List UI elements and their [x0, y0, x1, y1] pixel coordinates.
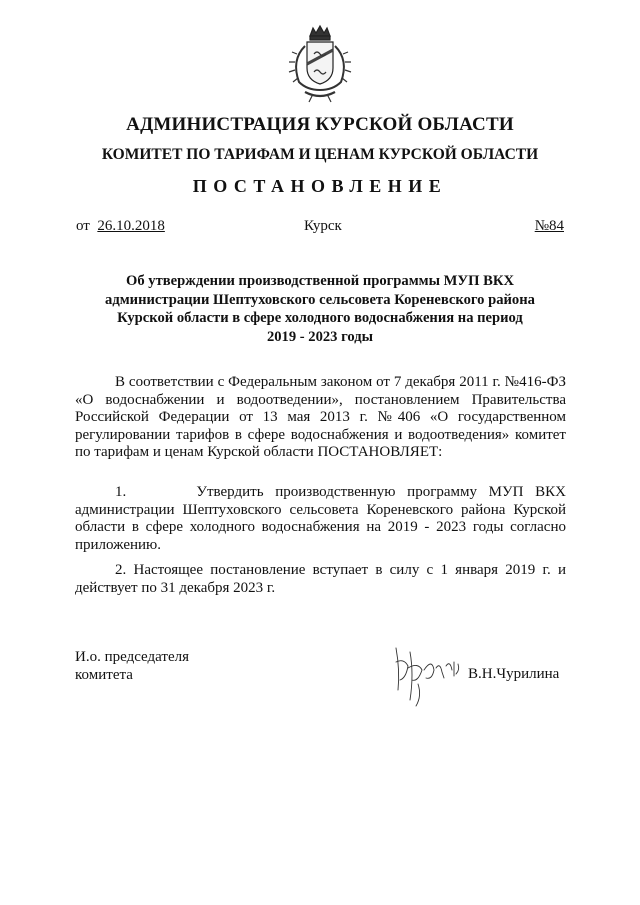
administration-title: АДМИНИСТРАЦИЯ КУРСКОЙ ОБЛАСТИ	[126, 114, 514, 135]
document-type-heading: ПОСТАНОВЛЕНИЕ	[192, 176, 448, 196]
document-city: Курск	[304, 218, 342, 234]
resolution-item-2	[75, 562, 566, 597]
preamble-paragraph: В соответствии с Федеральным законом от 7 декабря 2011 г. №416-ФЗ «О водоснабжении и водоотведении», постановлением Правительства Российской Федерации от 13 мая 2013 г. №406 «О государственном регулировании тарифов в сфере водоснабжения и водоотведения» комитет по тарифам и ценам Курской области ПОСТАНОВЛЯЕТ:	[75, 374, 566, 460]
date-value: 26.10.2018	[97, 218, 165, 234]
item-text: Утвердить производственную программу МУП ВКХ администрации Шептуховского сельсовета Кореневского района Курской области в сфере холодного водоснабжения на 2019 - 2023 годы согласно приложению.	[75, 484, 566, 553]
item-number: 1.	[115, 484, 127, 500]
subject-line: Об утверждении производственной программы МУП ВКХ	[126, 273, 514, 289]
item-text: Настоящее постановление вступает в силу с 1 января 2019 г. и действует по 31 декабря 2023 г.	[75, 562, 567, 596]
signatory-position	[75, 648, 189, 684]
signatory-name: В.Н.Чурилина	[468, 666, 560, 682]
coat-of-arms-icon	[283, 24, 357, 104]
resolution-item-1	[75, 484, 566, 554]
subject-line: 2019 - 2023 годы	[266, 328, 374, 345]
document-number: №84	[534, 218, 564, 234]
document-meta-row	[76, 218, 564, 238]
position-line: комитета	[75, 667, 133, 683]
item-number: 2.	[115, 562, 127, 578]
position-line: И.о. председателя	[75, 649, 190, 665]
subject-line: администрации Шептуховского сельсовета Кореневского района	[105, 291, 535, 308]
document-subject	[90, 272, 550, 346]
committee-title: КОМИТЕТ ПО ТАРИФАМ И ЦЕНАМ КУРСКОЙ ОБЛАСТИ	[101, 146, 539, 163]
document-date	[76, 218, 165, 235]
handwritten-signature-icon	[388, 640, 468, 710]
subject-line: Курской области в сфере холодного водоснабжения на период	[117, 310, 523, 326]
date-prefix: от	[76, 218, 90, 234]
